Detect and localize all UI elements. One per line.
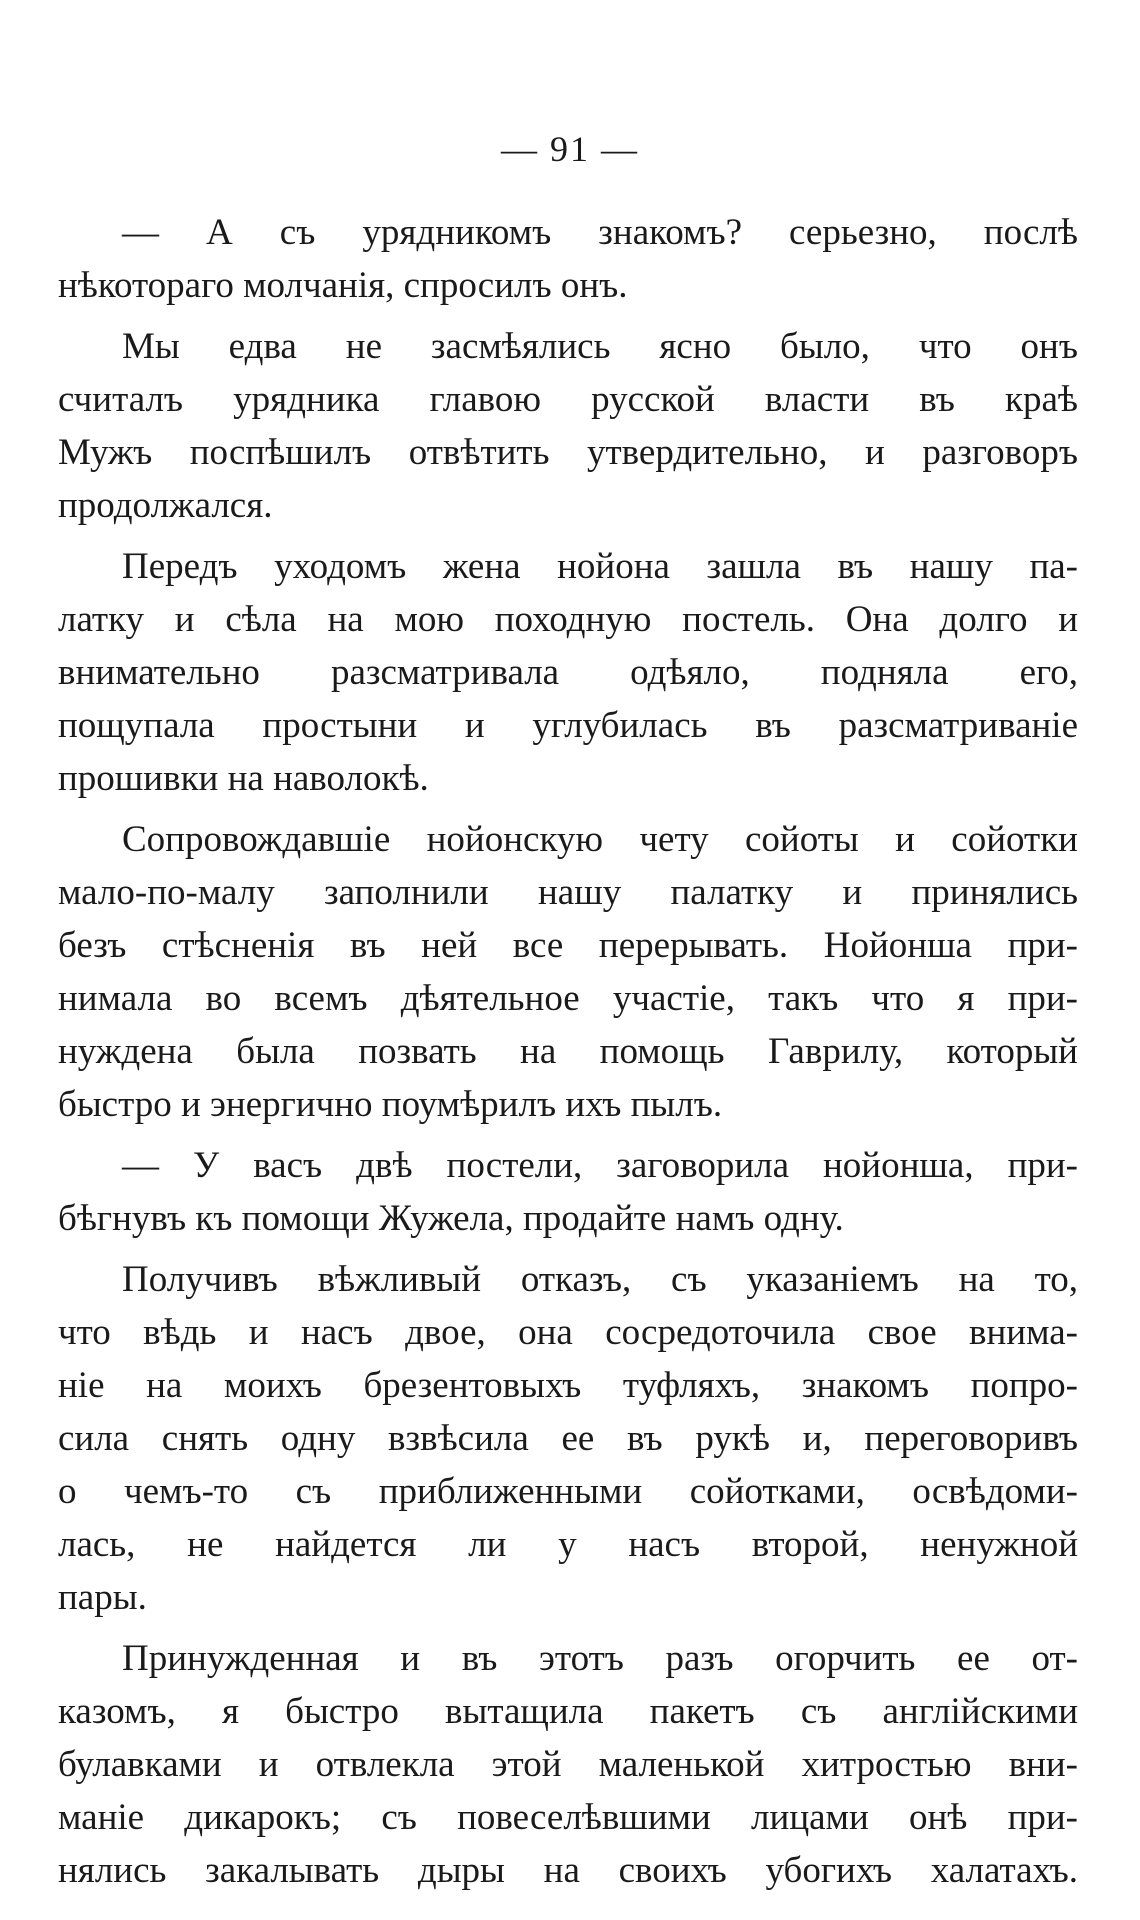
text-line: пощупала простыни и углубилась въ разсматриваніе (58, 705, 1078, 746)
text-line: — У васъ двѣ постели, заговорила нойонша, при- (122, 1145, 1078, 1186)
text-line: Мужъ поспѣшилъ отвѣтить утвердительно, и разговоръ (58, 432, 1078, 473)
text-line: считалъ урядника главою русской власти въ краѣ (58, 379, 1078, 420)
text-line: булавками и отвлекла этой маленькой хитростью вни- (58, 1744, 1078, 1785)
text-line: бѣгнувъ къ помощи Жужела, продайте намъ одну. (58, 1198, 844, 1239)
text-line: продолжался. (58, 485, 273, 526)
text-line: Мы едва не засмѣялись ясно было, что онъ (122, 326, 1078, 367)
paragraph (58, 813, 1078, 1131)
text-line: маніе дикарокъ; съ повеселѣвшими лицами онѣ при- (58, 1797, 1078, 1838)
text-line: ніе на моихъ брезентовыхъ туфляхъ, знакомъ попро- (58, 1365, 1078, 1406)
paragraph (58, 320, 1078, 532)
text-line: нѣкотораго молчанія, спросилъ онъ. (58, 265, 628, 306)
text-line: нялись закалывать дыры на своихъ убогихъ халатахъ. (58, 1850, 1078, 1891)
text-line: внимательно разсматривала одѣяло, подняла его, (58, 652, 1078, 693)
text-line: лась, не найдется ли у насъ второй, ненужной (58, 1524, 1078, 1565)
paragraph (58, 206, 1078, 312)
text-line: о чемъ-то съ приближенными сойотками, освѣдоми- (58, 1471, 1078, 1512)
text-line: Передъ уходомъ жена нойона зашла въ нашу па- (122, 546, 1078, 587)
text-line: безъ стѣсненія въ ней все перерывать. Нойонша при- (58, 925, 1078, 966)
text-line: мало-по-малу заполнили нашу палатку и принялись (58, 872, 1078, 913)
text-line: Сопровождавшіе нойонскую чету сойоты и сойотки (122, 819, 1078, 860)
paragraph (58, 540, 1078, 805)
text-line: нуждена была позвать на помощь Гаврилу, который (58, 1031, 1078, 1072)
text-line: что вѣдь и насъ двое, она сосредоточила свое внима- (58, 1312, 1078, 1353)
text-line: нимала во всемъ дѣятельное участіе, такъ что я при- (58, 978, 1078, 1019)
text-line: Принужденная и въ этотъ разъ огорчить ее от- (122, 1638, 1078, 1679)
text-line: Получивъ вѣжливый отказъ, съ указаніемъ на то, (122, 1259, 1078, 1300)
text-line: прошивки на наволокѣ. (58, 758, 429, 799)
paragraph (58, 1253, 1078, 1624)
page-number: — 91 — (501, 129, 639, 169)
paragraph (58, 1139, 1078, 1245)
text-line: казомъ, я быстро вытащила пакетъ съ англійскими (58, 1691, 1078, 1732)
paragraph (58, 1632, 1078, 1897)
text-line: — А съ урядникомъ знакомъ? серьезно, послѣ (122, 212, 1078, 253)
text-line: пары. (58, 1577, 147, 1618)
text-line: сила снять одну взвѣсила ее въ рукѣ и, переговоривъ (58, 1418, 1078, 1459)
body-text (58, 206, 1078, 1905)
text-line: быстро и энергично поумѣрилъ ихъ пылъ. (58, 1084, 723, 1125)
text-line: латку и сѣла на мою походную постель. Она долго и (58, 599, 1078, 640)
